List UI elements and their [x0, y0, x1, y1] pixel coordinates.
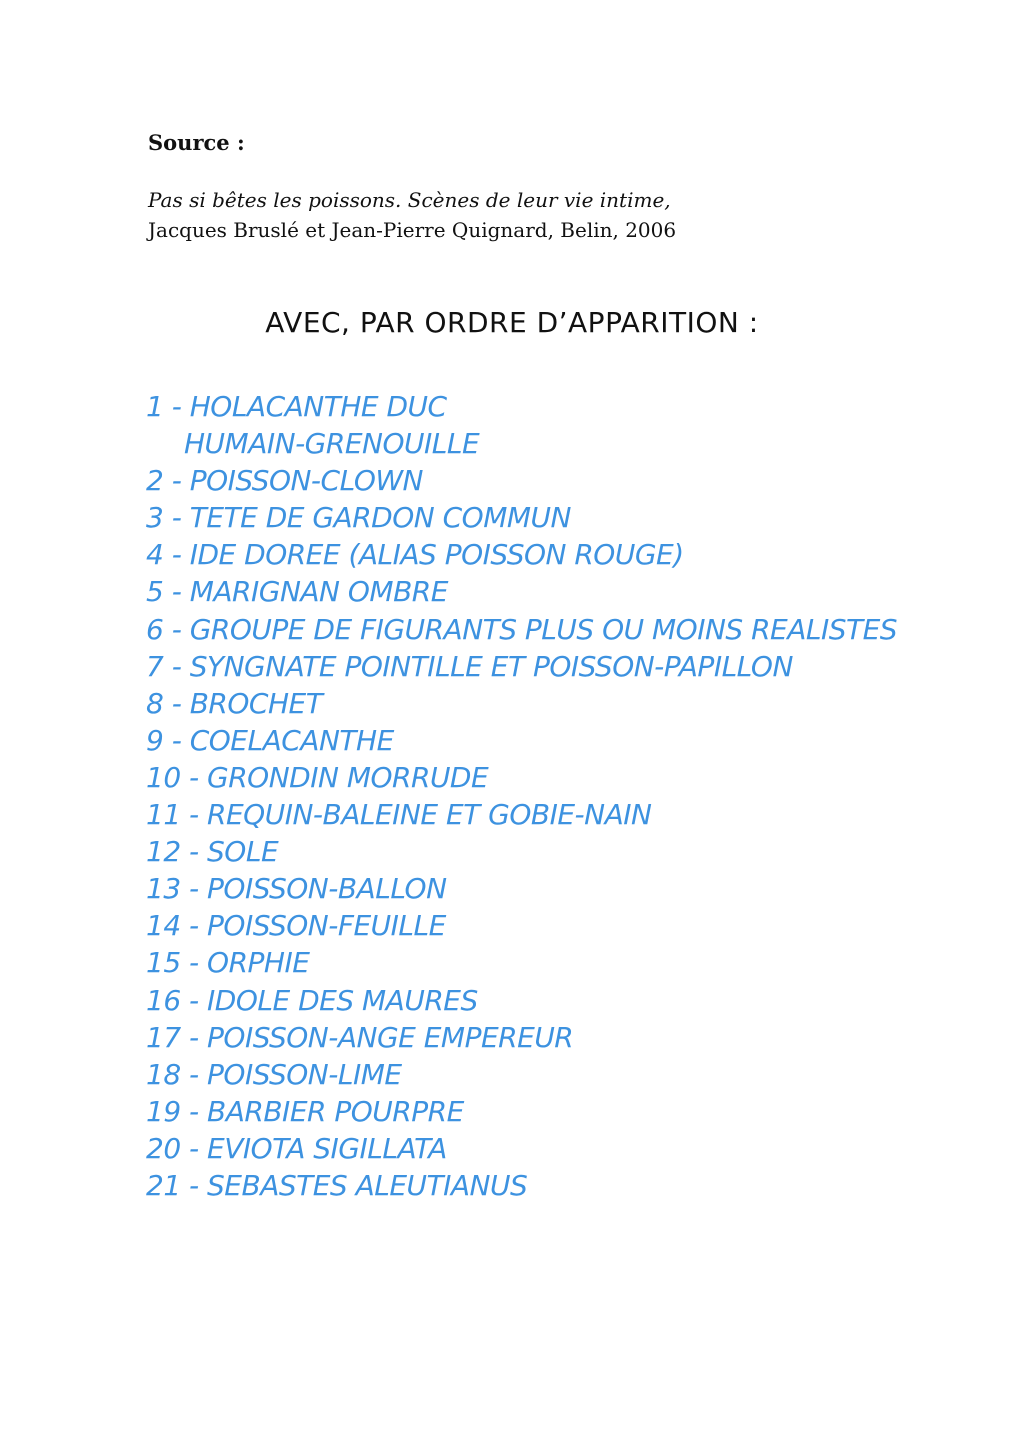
cast-list [146, 388, 897, 1204]
cast-entry: 3 - TETE DE GARDON COMMUN [146, 501, 571, 535]
cast-entry: 18 - POISSON-LIME [146, 1057, 402, 1091]
cast-entry: 9 - COELACANTHE [146, 723, 394, 757]
cast-entry: 14 - POISSON-FEUILLE [146, 909, 446, 943]
cast-entry: 6 - GROUPE DE FIGURANTS PLUS OU MOINS REALISTES [146, 612, 898, 646]
cast-entry: 17 - POISSON-ANGE EMPEREUR [146, 1020, 574, 1054]
cast-entry: 4 - IDE DOREE (ALIAS POISSON ROUGE) [146, 538, 684, 572]
cast-entry: 19 - BARBIER POURPRE [146, 1094, 464, 1128]
cast-entry: 20 - EVIOTA SIGILLATA [146, 1131, 447, 1165]
source-label: Source : [148, 130, 245, 155]
cast-heading: AVEC, PAR ORDRE D’APPARITION : [265, 306, 759, 339]
cast-entry: 21 - SEBASTES ALEUTIANUS [146, 1168, 528, 1202]
cast-entry: 11 - REQUIN-BALEINE ET GOBIE-NAIN [146, 798, 652, 832]
cast-entry: 10 - GRONDIN MORRUDE [146, 760, 489, 794]
cast-entry: 16 - IDOLE DES MAURES [146, 983, 478, 1017]
book-authors-publisher: Jacques Bruslé et Jean-Pierre Quignard, Belin, 2006 [148, 218, 677, 242]
cast-entry: 12 - SOLE [146, 835, 279, 869]
cast-entry: 5 - MARIGNAN OMBRE [146, 575, 448, 609]
cast-entry: HUMAIN-GRENOUILLE [184, 427, 480, 461]
cast-entry: 8 - BROCHET [146, 686, 323, 720]
book-title: Pas si bêtes les poissons. Scènes de leur vie intime, [148, 188, 671, 212]
cast-entry: 1 - HOLACANTHE DUC [146, 390, 447, 423]
cast-entry: 2 - POISSON-CLOWN [146, 464, 423, 498]
cast-entry: 7 - SYNGNATE POINTILLE ET POISSON-PAPILLON [146, 649, 793, 683]
cast-entry: 13 - POISSON-BALLON [146, 872, 447, 906]
cast-entry: 15 - ORPHIE [146, 946, 310, 980]
